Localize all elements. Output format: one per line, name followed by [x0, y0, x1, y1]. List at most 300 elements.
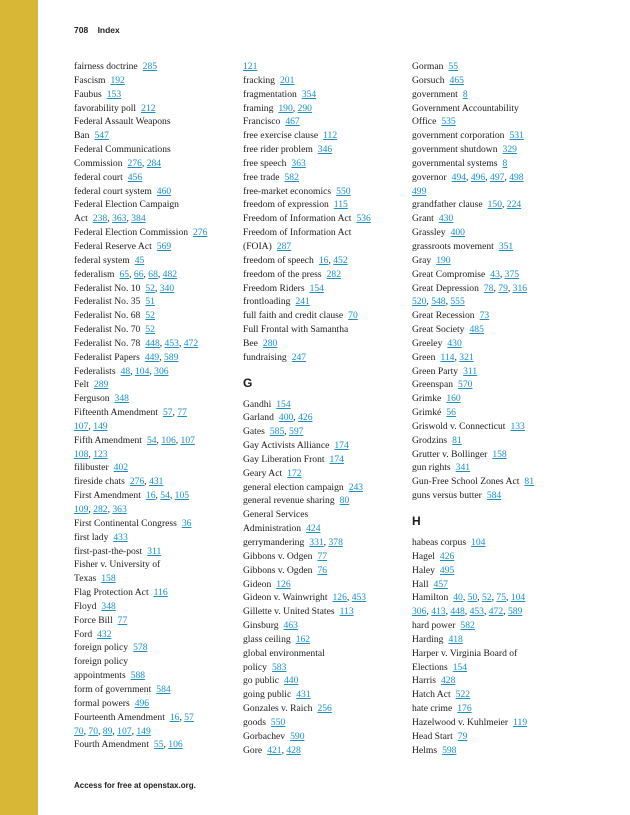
page-link[interactable]: 311 — [463, 365, 478, 377]
page-link[interactable]: 384 — [131, 213, 146, 225]
index-term: Great Compromise — [412, 268, 486, 280]
index-entry — [243, 268, 408, 282]
page-link[interactable]: 52 — [482, 592, 492, 604]
index-entry — [243, 212, 408, 226]
page-link[interactable]: 174 — [329, 453, 344, 465]
index-term: Grant — [412, 213, 434, 225]
index-entry — [412, 434, 577, 448]
page-link[interactable]: 276 — [129, 476, 145, 488]
page-link[interactable]: 52 — [145, 282, 155, 294]
index-term: first lady — [74, 531, 109, 543]
page-link[interactable]: 497 — [490, 171, 505, 183]
page-link[interactable]: 402 — [113, 462, 129, 474]
index-term: Gibbons v. Odgen — [243, 550, 313, 562]
page-link[interactable]: 499 — [412, 185, 427, 197]
page-link[interactable]: 276 — [127, 157, 142, 169]
page-link[interactable]: 452 — [333, 254, 348, 266]
page-link[interactable]: 78 — [483, 282, 494, 294]
page-link[interactable]: 449 — [144, 351, 160, 363]
page-link[interactable]: 107 — [117, 725, 132, 737]
page-link[interactable]: 453 — [469, 606, 484, 618]
page-link[interactable]: 348 — [114, 393, 129, 405]
index-term: Gonzales v. Raich — [243, 703, 313, 715]
page-link[interactable]: 418 — [448, 633, 463, 645]
page-link[interactable]: 465 — [449, 74, 464, 86]
page-link[interactable]: 482 — [162, 268, 178, 280]
page-link[interactable]: 126 — [332, 592, 347, 604]
index-entry: federalism 65, 66, 68, 482 — [74, 268, 178, 280]
page-link[interactable]: 55 — [448, 61, 459, 72]
page-link[interactable]: 348 — [101, 600, 116, 612]
page-link[interactable]: 70 — [88, 725, 98, 737]
index-term: framing — [243, 102, 274, 114]
page-link[interactable]: 190 — [436, 254, 451, 266]
index-term: Gates — [243, 426, 265, 438]
page-link[interactable]: 496 — [134, 697, 150, 709]
index-term: Grutter v. Bollinger — [412, 448, 488, 460]
page-link[interactable]: 107 — [74, 420, 89, 432]
page-link[interactable]: 453 — [351, 592, 367, 604]
page-link[interactable]: 55 — [153, 739, 164, 751]
page-link[interactable]: 65 — [119, 268, 130, 280]
index-term: Great Depression — [412, 282, 479, 294]
page-link[interactable]: 153 — [106, 88, 122, 100]
index-entry — [412, 550, 577, 564]
page-link[interactable]: 585 — [269, 426, 285, 438]
page-link[interactable]: 290 — [297, 102, 312, 114]
page-link[interactable]: 16 — [169, 711, 180, 723]
page-link[interactable]: 321 — [459, 351, 474, 363]
page-link[interactable]: 522 — [455, 689, 471, 701]
page-link[interactable]: 426 — [439, 550, 455, 562]
page-link[interactable]: 598 — [442, 744, 457, 756]
index-entry: Federalist No. 10 52, 340 — [74, 282, 175, 294]
page-link[interactable]: 432 — [97, 628, 112, 640]
page-link[interactable]: 149 — [136, 725, 151, 737]
page-link[interactable]: 329 — [502, 144, 517, 156]
index-term: Geary Act — [243, 467, 283, 479]
page-link[interactable]: 351 — [498, 240, 514, 252]
page-link[interactable]: 36 — [181, 517, 192, 529]
page-link[interactable]: 79 — [457, 730, 468, 742]
index-term: Office — [412, 116, 437, 128]
page-link[interactable]: 80 — [339, 495, 350, 507]
page-link[interactable]: 113 — [339, 606, 354, 618]
index-entry — [74, 558, 239, 572]
page-link[interactable]: 535 — [441, 116, 456, 128]
index-term: Fisher v. University of — [74, 559, 161, 571]
page-link[interactable]: 584 — [156, 683, 171, 695]
page-link[interactable]: 311 — [147, 545, 162, 557]
index-entry — [74, 641, 239, 655]
page-link[interactable]: 75 — [496, 592, 507, 604]
index-entry: Green 114, 321 — [412, 351, 474, 363]
index-entry — [412, 647, 577, 661]
page-link[interactable]: 176 — [457, 703, 472, 715]
page-link[interactable]: 112 — [323, 130, 338, 142]
page-link[interactable]: 547 — [94, 130, 109, 142]
index-term: (FOIA) — [243, 240, 272, 252]
page-link[interactable]: 149 — [93, 420, 108, 432]
page-link[interactable]: 241 — [295, 296, 310, 308]
index-entry — [412, 461, 577, 475]
page-link[interactable]: 108 — [74, 448, 89, 460]
page-link[interactable]: 109 — [74, 504, 89, 515]
page-link[interactable]: 48 — [120, 365, 131, 377]
page-link[interactable]: 154 — [452, 661, 468, 673]
page-link[interactable]: 107 — [180, 434, 195, 446]
index-entry — [412, 578, 577, 592]
page-link[interactable]: 70 — [348, 310, 358, 322]
index-term: Gillette v. United States — [243, 606, 335, 618]
index-entry: 107, 149 — [74, 420, 108, 432]
index-term: Federalist No. 10 — [74, 282, 141, 294]
index-term: Ford — [74, 628, 93, 640]
page-link[interactable]: 456 — [127, 171, 143, 183]
index-entry: gerrymandering 331, 378 — [243, 537, 343, 548]
page-link[interactable]: 430 — [447, 337, 462, 349]
index-entry — [74, 628, 239, 642]
page-link[interactable]: 413 — [431, 606, 446, 618]
page-link[interactable]: 589 — [164, 351, 179, 363]
page-link[interactable]: 375 — [504, 268, 520, 280]
page-link[interactable]: 498 — [509, 171, 524, 183]
index-entry — [74, 143, 239, 157]
page-link[interactable]: 154 — [309, 282, 324, 294]
index-entry — [243, 508, 408, 522]
page-link[interactable]: 56 — [446, 407, 456, 419]
page-link[interactable]: 224 — [506, 199, 522, 211]
page-link[interactable]: 550 — [336, 185, 351, 197]
page-link[interactable]: 16 — [145, 490, 156, 502]
index-column-2 — [243, 60, 408, 758]
section-spacer — [412, 503, 577, 511]
page-link[interactable]: 400 — [450, 227, 465, 239]
index-entry — [243, 60, 408, 74]
page-link[interactable]: 496 — [470, 171, 486, 183]
page-link[interactable]: 8 — [462, 88, 468, 100]
index-term: hate crime — [412, 703, 453, 715]
index-entry — [412, 619, 577, 633]
page-link[interactable]: 453 — [164, 337, 179, 349]
page-link[interactable]: 285 — [142, 61, 158, 72]
index-term: Harding — [412, 633, 444, 645]
index-column-3 — [412, 60, 577, 758]
index-term: Administration — [243, 523, 302, 535]
index-term: fracking — [243, 74, 275, 86]
index-term: Helms — [412, 744, 438, 756]
page-link[interactable]: 495 — [439, 564, 455, 576]
page-link[interactable]: 114 — [440, 351, 455, 363]
page-link[interactable]: 106 — [168, 739, 183, 751]
page-link[interactable]: 243 — [348, 481, 364, 493]
index-term: Harper v. Virginia Board of — [412, 647, 518, 659]
page-link[interactable]: 81 — [452, 434, 462, 446]
page-link[interactable]: 73 — [479, 310, 490, 322]
page-link[interactable]: 158 — [492, 448, 507, 460]
page-link[interactable]: 287 — [276, 240, 292, 252]
page-link[interactable]: 331 — [309, 537, 324, 548]
page-link[interactable]: 119 — [513, 716, 528, 728]
page-link[interactable]: 582 — [460, 620, 475, 632]
index-letter-heading: G — [243, 375, 253, 390]
page-link[interactable]: 66 — [133, 268, 144, 280]
index-term: free exercise clause — [243, 130, 319, 142]
index-term: Floyd — [74, 600, 97, 612]
index-entry — [243, 398, 408, 412]
page-link[interactable]: 174 — [334, 440, 349, 452]
index-entry — [412, 661, 577, 675]
index-entry — [243, 240, 408, 254]
index-term: freedom of expression — [243, 199, 329, 211]
index-entry — [243, 143, 408, 157]
page-link[interactable]: 448 — [145, 337, 160, 349]
index-term: grandfather clause — [412, 199, 483, 211]
page-link[interactable]: 306 — [154, 365, 169, 377]
index-term: Gay Liberation Front — [243, 453, 325, 465]
index-entry — [243, 323, 408, 337]
page-link[interactable]: 340 — [159, 282, 175, 294]
index-term: Green — [412, 351, 436, 363]
page-link[interactable]: 238 — [92, 213, 108, 225]
index-term: gerrymandering — [243, 537, 305, 548]
page-link[interactable]: 472 — [183, 337, 199, 349]
page-link[interactable]: 68 — [148, 268, 158, 280]
page-link[interactable]: 54 — [160, 490, 170, 502]
page-link[interactable]: 578 — [133, 642, 148, 654]
page-link[interactable]: 116 — [153, 587, 168, 599]
index-entry — [243, 157, 408, 171]
index-entry — [74, 254, 239, 268]
page-link[interactable]: 51 — [145, 296, 155, 308]
page-number: 708 — [74, 25, 89, 35]
page-link[interactable]: 341 — [455, 462, 471, 474]
page-link[interactable]: 363 — [112, 504, 127, 515]
index-entry: 306, 413, 448, 453, 472, 589 — [412, 606, 523, 618]
page-link[interactable]: 448 — [450, 606, 465, 618]
page-link[interactable]: 431 — [296, 689, 311, 701]
page-link[interactable]: 247 — [291, 351, 307, 363]
page-link[interactable]: 548 — [431, 296, 446, 308]
page-link[interactable]: 316 — [512, 282, 528, 294]
index-entry — [74, 517, 239, 531]
page-link[interactable]: 282 — [326, 268, 341, 280]
index-term: federal court — [74, 171, 123, 183]
index-term: Faubus — [74, 88, 102, 100]
index-entry — [243, 716, 408, 730]
index-entry — [74, 198, 239, 212]
page-link[interactable]: 106 — [161, 434, 176, 446]
index-entry — [243, 522, 408, 536]
page-link[interactable]: 433 — [113, 531, 128, 543]
page-link[interactable]: 570 — [458, 379, 473, 391]
index-entry: Great Compromise 43, 375 — [412, 268, 520, 280]
index-entry: fireside chats 276, 431 — [74, 476, 164, 488]
page-link[interactable]: 457 — [433, 578, 448, 590]
page-link[interactable]: 363 — [291, 157, 306, 169]
index-entry — [243, 578, 408, 592]
index-entry — [412, 420, 577, 434]
index-entry — [412, 448, 577, 462]
page-link[interactable]: 190 — [278, 102, 293, 114]
index-entry — [412, 185, 577, 199]
page-link[interactable]: 154 — [276, 398, 291, 410]
index-entry — [74, 129, 239, 143]
page-link[interactable]: 584 — [486, 490, 502, 502]
index-term: fairness doctrine — [74, 61, 138, 72]
page-link[interactable]: 276 — [193, 227, 208, 239]
page-link[interactable]: 104 — [471, 537, 486, 548]
index-entry — [74, 185, 239, 199]
index-term: Hagel — [412, 550, 435, 562]
page-link[interactable]: 52 — [145, 310, 155, 322]
index-entry: 109, 282, 363 — [74, 504, 127, 515]
page-link[interactable]: 123 — [93, 448, 108, 460]
index-entry — [74, 586, 239, 600]
page-link[interactable]: 494 — [451, 171, 467, 183]
page-link[interactable]: 77 — [117, 614, 128, 626]
page-link[interactable]: 597 — [289, 426, 304, 438]
page-link[interactable]: 421 — [267, 744, 282, 756]
index-term: Gun-Free School Zones Act — [412, 476, 520, 488]
page-link[interactable]: 150 — [487, 199, 502, 211]
page-link[interactable]: 428 — [440, 675, 456, 687]
index-term: Elections — [412, 661, 448, 673]
page-link[interactable]: 378 — [328, 537, 343, 548]
page-link[interactable]: 582 — [284, 171, 299, 183]
page-link[interactable]: 77 — [177, 407, 187, 419]
index-entry — [74, 378, 239, 392]
page-link[interactable]: 531 — [509, 130, 524, 142]
page-link[interactable]: 550 — [270, 716, 286, 728]
index-term: Gore — [243, 744, 263, 756]
index-entry — [74, 697, 239, 711]
index-entry — [412, 744, 577, 758]
page-link[interactable]: 282 — [93, 504, 108, 515]
index-entry — [243, 88, 408, 102]
index-entry: Garland 400, 426 — [243, 412, 313, 424]
page-link[interactable]: 440 — [283, 675, 299, 687]
page-link[interactable]: 192 — [110, 74, 125, 86]
page-link[interactable]: 54 — [146, 434, 157, 446]
page-link[interactable]: 70 — [74, 725, 84, 737]
page-link[interactable]: 126 — [276, 578, 291, 590]
page-link[interactable]: 589 — [507, 606, 523, 618]
index-term: Federalist Papers — [74, 351, 140, 363]
index-term: go public — [243, 675, 279, 687]
page-link[interactable]: 555 — [450, 296, 465, 308]
page-link[interactable]: 426 — [298, 412, 313, 424]
page-link[interactable]: 105 — [174, 490, 190, 502]
index-entry — [243, 351, 408, 365]
page-link[interactable]: 79 — [498, 282, 508, 294]
page-link[interactable]: 212 — [141, 102, 156, 114]
index-term: fundraising — [243, 351, 287, 363]
page-link[interactable]: 306 — [412, 606, 427, 618]
page-link[interactable]: 583 — [271, 661, 287, 673]
page-link[interactable]: 400 — [278, 412, 294, 424]
page-link[interactable]: 81 — [524, 476, 534, 488]
page-link[interactable]: 588 — [130, 670, 146, 682]
page-link[interactable]: 162 — [295, 633, 311, 645]
page-link[interactable]: 57 — [162, 407, 173, 419]
page-link[interactable]: 16 — [318, 254, 329, 266]
index-term: Commission — [74, 157, 123, 169]
index-entry: Act 238, 363, 384 — [74, 213, 146, 225]
index-term: Garland — [243, 412, 274, 424]
index-entry — [74, 115, 239, 129]
page-link[interactable]: 363 — [112, 213, 127, 225]
page-link[interactable]: 89 — [102, 725, 113, 737]
page-link[interactable]: 104 — [134, 365, 150, 377]
page-link[interactable]: 40 — [453, 592, 463, 604]
page-link[interactable]: 45 — [134, 254, 145, 266]
page-link[interactable]: 77 — [317, 550, 328, 562]
page-link[interactable]: 256 — [317, 703, 332, 715]
index-term: Fifteenth Amendment — [74, 407, 158, 419]
page-link[interactable]: 424 — [306, 523, 321, 535]
page-link[interactable]: 536 — [356, 213, 371, 225]
page-link[interactable]: 569 — [156, 240, 172, 252]
index-entry — [243, 282, 408, 296]
page-link[interactable]: 172 — [287, 467, 302, 479]
index-term: Hazelwood v. Kuhlmeier — [412, 716, 509, 728]
index-term: Full Frontal with Samantha — [243, 324, 349, 336]
page-link[interactable]: 346 — [317, 144, 333, 156]
page-link[interactable]: 428 — [286, 744, 301, 756]
page-link[interactable]: 8 — [502, 157, 508, 169]
page-link[interactable]: 460 — [156, 185, 172, 197]
page-link[interactable]: 485 — [469, 324, 484, 336]
page-link[interactable]: 354 — [301, 88, 317, 100]
page-link[interactable]: 430 — [438, 213, 454, 225]
page-link[interactable]: 280 — [262, 337, 278, 349]
page-link[interactable]: 43 — [490, 268, 500, 280]
page-link[interactable]: 52 — [145, 324, 155, 336]
page-link[interactable]: 472 — [488, 606, 504, 618]
index-entry — [243, 309, 408, 323]
page-link[interactable]: 431 — [149, 476, 164, 488]
page-link[interactable]: 104 — [510, 592, 526, 604]
page-link[interactable]: 590 — [290, 730, 305, 742]
index-term: Felt — [74, 379, 89, 391]
index-entry — [412, 674, 577, 688]
page-link[interactable]: 520 — [412, 296, 427, 308]
index-term: First Amendment — [74, 490, 141, 502]
page-link[interactable]: 50 — [467, 592, 478, 604]
page-link[interactable]: 463 — [283, 620, 298, 632]
page-link[interactable]: 115 — [333, 199, 348, 211]
page-link[interactable]: 284 — [146, 157, 162, 169]
page-link[interactable]: 467 — [285, 116, 300, 128]
index-entry — [412, 564, 577, 578]
index-term: governmental systems — [412, 157, 498, 169]
index-entry: Hamilton 40, 50, 52, 75, 104 — [412, 592, 526, 604]
index-entry — [412, 688, 577, 702]
index-entry — [243, 226, 408, 240]
page-link[interactable]: 160 — [446, 393, 461, 405]
page-link[interactable]: 289 — [93, 379, 109, 391]
page-link[interactable]: 76 — [317, 564, 328, 576]
index-term: Federalist No. 70 — [74, 324, 141, 336]
page-link[interactable]: 158 — [101, 573, 116, 585]
page-link[interactable]: 121 — [243, 61, 258, 72]
index-column-1 — [74, 60, 239, 752]
index-term: Texas — [74, 573, 97, 585]
page-link[interactable]: 57 — [184, 711, 194, 723]
page-link[interactable]: 201 — [279, 74, 295, 86]
page-link[interactable]: 133 — [510, 420, 525, 432]
